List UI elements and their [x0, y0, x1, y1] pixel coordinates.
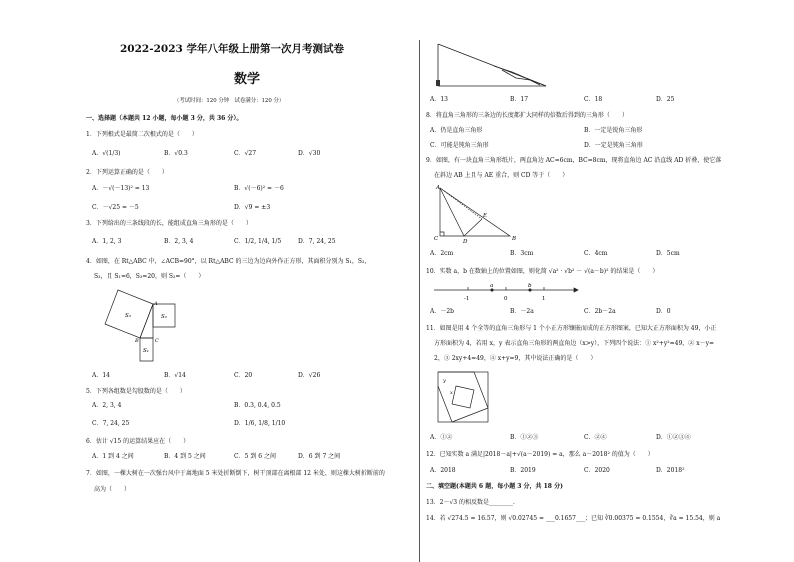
- label-a: A: [154, 301, 158, 307]
- q4-option-b: B．√14: [164, 372, 186, 379]
- question-14: 14．若 √274.5 = 16.57，则 √0.02745 = ___0.1657___；已知 ∛0.00375 = 0.1554，∛a = 15.54，则 a: [426, 515, 721, 522]
- tick-label-one: 1: [542, 296, 546, 302]
- label-a: a: [490, 283, 494, 289]
- question-9-line-1: 9．如图，有一块直角三角形纸片，两直角边 AC=6cm，BC=8cm，现将直角边 AC 沿直线 AD 折叠，使它落: [426, 157, 722, 164]
- section-1-heading: 一、选择题（本题共 12 小题，每小题 3 分，共 36 分）。: [86, 115, 243, 122]
- label-d: D: [463, 239, 468, 244]
- column-divider: [419, 40, 420, 562]
- label-y: y: [443, 378, 446, 384]
- q2-option-a: A．－√(－13)² = 13: [92, 185, 150, 192]
- tree-base: [436, 80, 440, 86]
- question-13: 13．2－√3 的相反数是________.: [426, 499, 515, 506]
- tick-label-minus-one: -1: [464, 296, 470, 302]
- q6-option-c: C．5 到 6 之间: [234, 453, 276, 460]
- q12-option-c: C．2020: [584, 467, 610, 474]
- q9-option-c: C．4cm: [584, 250, 608, 257]
- q6-option-a: A．1 到 4 之间: [92, 453, 134, 460]
- tri-line-2: [474, 372, 488, 408]
- q7-option-d: D．25: [656, 96, 675, 103]
- q3-option-d: D．7, 24, 25: [298, 238, 336, 245]
- q9-option-b: B．3cm: [510, 250, 534, 257]
- inner-square: [452, 386, 474, 408]
- q2-option-b: B．√(－6)² = －6: [234, 185, 284, 192]
- right-column: [424, 0, 769, 562]
- q2-option-c: C．－√25 = －5: [92, 204, 139, 211]
- question-5: 5．下列各组数是勾股数的是（ ）: [86, 388, 186, 395]
- q10-option-c: C．2b－2a: [584, 308, 616, 315]
- q3-option-c: C．1/2, 1/4, 1/5: [234, 238, 282, 245]
- q1-option-c: C．√27: [234, 150, 257, 157]
- q7-option-a: A．13: [430, 96, 448, 103]
- q1-option-d: D．√30: [298, 150, 321, 157]
- q3-option-b: B．2, 3, 4: [164, 238, 194, 245]
- question-3: 3．下列给出的三条线段的长，能组成直角三角形的是（ ）: [86, 220, 252, 227]
- label-c: C: [155, 338, 159, 344]
- q11-option-b: B．①②③: [510, 434, 539, 441]
- q12-option-d: D．2018²: [656, 467, 685, 474]
- q11-option-c: C．②④: [584, 434, 607, 441]
- q5-option-a: A．2, 3, 4: [92, 402, 122, 409]
- question-11-line-2: 方形面积为 4，若用 x，y 表示直角三角形的两直角边（x>y），下列四个说法：① x²+y²=49，② x－y=: [434, 340, 715, 347]
- segment-de: [464, 219, 482, 236]
- right-angle-mark: [440, 232, 444, 236]
- q10-option-d: D．0: [656, 308, 671, 315]
- question-9-line-2: 在斜边 AB 上且与 AE 重合，则 CD 等于（ ）: [434, 172, 569, 179]
- label-s3: S₃: [125, 313, 131, 319]
- q8-option-a: A．仍是直角三角形: [430, 127, 483, 134]
- q8-option-b: B．一定是锐角三角形: [584, 127, 643, 134]
- question-8: 8．将直角三角形的三条边的长度都扩大同样的倍数后得到的三角形（ ）: [426, 112, 628, 119]
- question-7-line-2: 高为（ ）: [94, 486, 131, 493]
- q10-option-b: B．－2a: [510, 308, 534, 315]
- label-a: A: [436, 185, 440, 191]
- q4-option-c: C．20: [234, 372, 253, 379]
- q5-option-d: D．1/6, 1/8, 1/10: [234, 420, 286, 427]
- exam-meta: （考试时间：120 分钟 试卷满分：120 分）: [174, 98, 285, 104]
- q11-option-a: A．①②: [430, 434, 453, 441]
- question-1: 1．下列根式是最简二次根式的是（ ）: [86, 131, 198, 138]
- question-4-line-1: 4．如图，在 Rt△ABC 中，∠ACB=90°，以 Rt△ABC 的三边为边向外作正方形，其面积分别为 S₁，S₂，: [86, 258, 371, 265]
- q2-option-d: D．√9 = ±3: [234, 204, 271, 211]
- q7-tree-figure: [434, 38, 554, 90]
- q6-option-d: D．6 到 7 之间: [298, 453, 341, 460]
- triangle-acb: [440, 188, 510, 236]
- subject-title: 数学: [234, 72, 261, 87]
- tri-line-3: [452, 408, 488, 422]
- point-a: [491, 289, 493, 291]
- q9-triangle-figure: [432, 182, 542, 244]
- section-2-heading: 二、填空题(本题共 6 题，每小题 3 分，共 18 分): [426, 483, 563, 490]
- label-b: B: [512, 236, 517, 242]
- question-4-line-2: S₃，且 S₁=6，S₃=20，则 S₂=（ ）: [94, 273, 205, 280]
- left-column: [84, 0, 414, 562]
- question-6: 6．估计 √15 的运算结果应在（ ）: [86, 438, 190, 445]
- q7-option-b: B．17: [510, 96, 529, 103]
- triangle-abc: [140, 304, 153, 338]
- q10-number-line: [432, 280, 582, 302]
- q1-option-b: B．√0.3: [164, 150, 188, 157]
- q7-option-c: C．18: [584, 96, 603, 103]
- question-7-line-1: 7．如图，一棵大树在一次强台风中于离地面 5 米处折断倒下，树干顶部在离根部 12 米处，则这棵大树折断前的: [86, 470, 385, 477]
- question-2: 2．下列运算正确的是（ ）: [86, 169, 168, 176]
- question-10: 10．实数 a，b 在数轴上的位置如图，则化简 √a² · √b² － √(a－b)² 的结果是（ ）: [426, 268, 659, 275]
- label-b: b: [528, 283, 532, 289]
- axis-arrow: [574, 288, 578, 292]
- q11-option-d: D．①②③④: [656, 434, 691, 441]
- q12-option-b: B．2019: [510, 467, 536, 474]
- q3-option-a: A．1, 2, 3: [92, 238, 122, 245]
- label-b: B: [135, 338, 139, 344]
- branch-detail: [502, 70, 540, 85]
- label-c: C: [434, 236, 439, 242]
- q4-option-a: A．14: [92, 372, 110, 379]
- q9-option-a: A．2cm: [430, 250, 454, 257]
- point-b: [529, 289, 531, 291]
- q5-option-b: B．0.3, 0.4, 0.5: [234, 402, 281, 409]
- q6-option-b: B．4 到 5 之间: [164, 453, 206, 460]
- question-11-line-1: 11．如图是用 4 个全等的直角三角形与 1 个小正方形镶嵌而成的正方形图案，已知大正方形面积为 49，小正: [426, 325, 717, 332]
- exam-title: 2022-2023 学年八年级上册第一次月考测试卷: [120, 43, 344, 55]
- q5-option-c: C．7, 24, 25: [92, 420, 130, 427]
- q1-option-a: A．√(1/3): [92, 150, 121, 157]
- q9-option-d: D．5cm: [656, 250, 680, 257]
- q12-option-a: A．2018: [430, 467, 456, 474]
- label-x: x: [450, 390, 453, 396]
- tick-label-zero: 0: [504, 296, 508, 302]
- q8-option-d: D．一定是钝角三角形: [584, 142, 643, 149]
- q4-option-d: D．√26: [298, 372, 321, 379]
- q10-option-a: A．－2b: [430, 308, 454, 315]
- q8-option-c: C．可能是钝角三角形: [430, 142, 489, 149]
- label-s2: S₂: [161, 314, 167, 320]
- question-11-line-3: 2，③ 2xy+4=49，④ x+y=9，其中说法正确的是（ ）: [434, 355, 597, 362]
- label-e: E: [483, 213, 488, 219]
- question-12: 12．已知实数 a 满足|2018－a|+√(a－2019) = a，那么 a－2018² 的值为（ ）: [426, 451, 654, 458]
- label-s1: S₁: [143, 348, 149, 354]
- q11-square-figure: [434, 368, 494, 426]
- q4-squares-figure: [92, 284, 202, 364]
- fold-line-ad: [440, 188, 464, 236]
